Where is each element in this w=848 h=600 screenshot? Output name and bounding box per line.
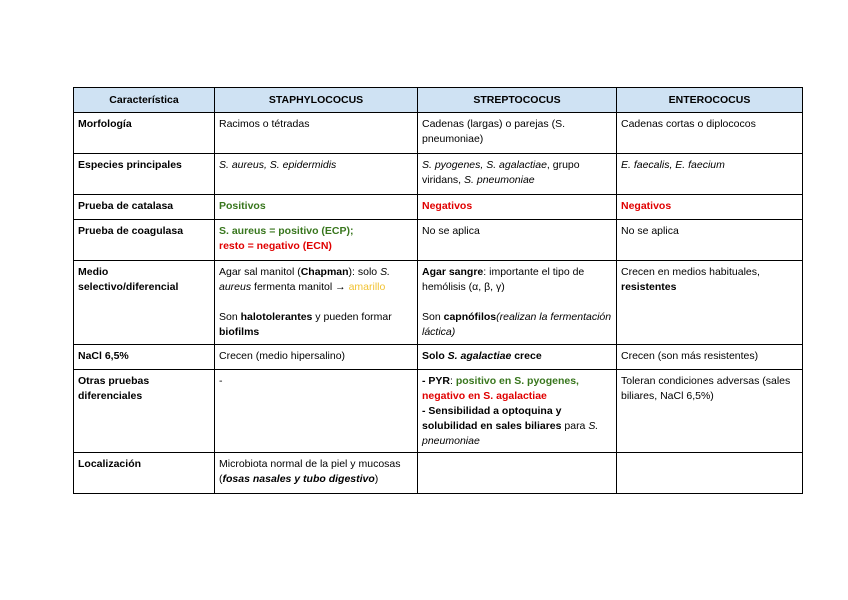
text-span: Son: [219, 311, 241, 323]
cell-strep: [418, 345, 617, 370]
text-span: S. aureus: [219, 266, 390, 293]
text-span: negativo en S. agalactiae: [422, 390, 547, 402]
text-span: fosas nasales y tubo digestivo: [222, 473, 375, 485]
text-span: Crecen en medios habituales,: [621, 266, 760, 278]
negativos-text: Negativos: [621, 200, 672, 212]
cell-staph: [215, 453, 418, 494]
text-span: Agar sal manitol (: [219, 266, 301, 278]
text-span: - Sensibilidad a optoquina y solubilidad en sales biliares: [422, 405, 562, 432]
text-span: halotolerantes: [240, 311, 313, 323]
cell-entero: Toleran condiciones adversas (sales biliares, NaCl 6,5%): [617, 370, 803, 453]
paragraph: [219, 265, 413, 295]
row-label: NaCl 6,5%: [74, 345, 215, 370]
negativos-text: Negativos: [422, 200, 473, 212]
text-span: (realizan la fermentación láctica): [422, 311, 612, 338]
cell-staph: S. aureus, S. epidermidis: [215, 154, 418, 195]
header-staphylococcus: STAPHYLOCOCUS: [215, 88, 418, 113]
paragraph: [422, 310, 612, 340]
cell-strep: [418, 195, 617, 220]
row-localizacion: [74, 453, 803, 494]
text-span: , grupo viridans,: [422, 159, 580, 186]
cell-entero: E. faecalis, E. faecium: [617, 154, 803, 195]
cell-entero: [617, 195, 803, 220]
text-line: resto = negativo (ECN): [219, 240, 332, 252]
text-span: resistentes: [621, 281, 677, 293]
comparison-table: [73, 87, 803, 494]
row-label: Otras pruebas diferenciales: [74, 370, 215, 453]
row-label: Prueba de coagulasa: [74, 220, 215, 261]
row-especies: [74, 154, 803, 195]
cell-entero: Crecen (son más resistentes): [617, 345, 803, 370]
text-span: Son: [422, 311, 444, 323]
text-span: S. pyogenes, S. agalactiae: [422, 159, 547, 171]
text-line: S. aureus = positivo (ECP);: [219, 225, 354, 237]
cell-strep: [418, 261, 617, 345]
row-label: Prueba de catalasa: [74, 195, 215, 220]
cell-staph: [215, 261, 418, 345]
text-span: : importante el tipo de hemólisis (α, β, γ): [422, 266, 585, 293]
cell-staph: [215, 220, 418, 261]
row-label: Especies principales: [74, 154, 215, 195]
text-span: Microbiota normal de la piel y mucosas (: [219, 458, 401, 485]
cell-staph: Racimos o tétradas: [215, 113, 418, 154]
text-span: positivo en S. pyogenes,: [455, 375, 579, 387]
cell-entero: [617, 261, 803, 345]
cell-strep: [418, 154, 617, 195]
positivos-text: Positivos: [219, 200, 266, 212]
cell-staph: -: [215, 370, 418, 453]
row-label: Morfología: [74, 113, 215, 154]
paragraph: [219, 310, 413, 340]
text-span: ): solo: [348, 266, 381, 278]
spacer: [422, 295, 612, 310]
row-catalasa: [74, 195, 803, 220]
row-label: Medio selectivo/diferencial: [74, 261, 215, 345]
paragraph: [422, 404, 612, 449]
row-label: Localización: [74, 453, 215, 494]
text-span: fermenta manitol →: [251, 281, 349, 293]
cell-strep: [418, 453, 617, 494]
text-span: Chapman: [300, 266, 349, 278]
header-enterococcus: ENTEROCOCUS: [617, 88, 803, 113]
cell-entero: [617, 453, 803, 494]
header-streptococcus: STREPTOCOCUS: [418, 88, 617, 113]
text-span: capnófilos: [443, 311, 497, 323]
text-span: Agar sangre: [422, 266, 484, 278]
row-nacl: [74, 345, 803, 370]
row-morfologia: [74, 113, 803, 154]
text-span: S. pneumoniae: [422, 420, 599, 447]
text-span: biofilms: [219, 326, 260, 338]
text-span: Solo: [422, 350, 448, 362]
text-span: :: [450, 375, 456, 387]
cell-staph: [215, 195, 418, 220]
text-span: crece: [511, 350, 542, 362]
text-span: y pueden formar: [312, 311, 392, 323]
cell-staph: Crecen (medio hipersalino): [215, 345, 418, 370]
row-coagulasa: [74, 220, 803, 261]
cell-entero: No se aplica: [617, 220, 803, 261]
text-span: ): [374, 473, 379, 485]
text-span: S. agalactiae: [447, 350, 512, 362]
cell-strep: No se aplica: [418, 220, 617, 261]
text-span: para: [561, 420, 589, 432]
cell-entero: Cadenas cortas o diplococos: [617, 113, 803, 154]
spacer: [219, 295, 413, 310]
paragraph: [422, 265, 612, 295]
row-otras: [74, 370, 803, 453]
cell-strep: [418, 370, 617, 453]
cell-strep: Cadenas (largas) o parejas (S. pneumoniae): [418, 113, 617, 154]
header-row: [74, 88, 803, 113]
text-span: S. pneumoniae: [464, 174, 535, 186]
header-caracteristica: Característica: [74, 88, 215, 113]
paragraph: [422, 374, 612, 404]
row-medio: [74, 261, 803, 345]
text-span: - PYR: [422, 375, 451, 387]
text-span: amarillo: [348, 281, 386, 293]
